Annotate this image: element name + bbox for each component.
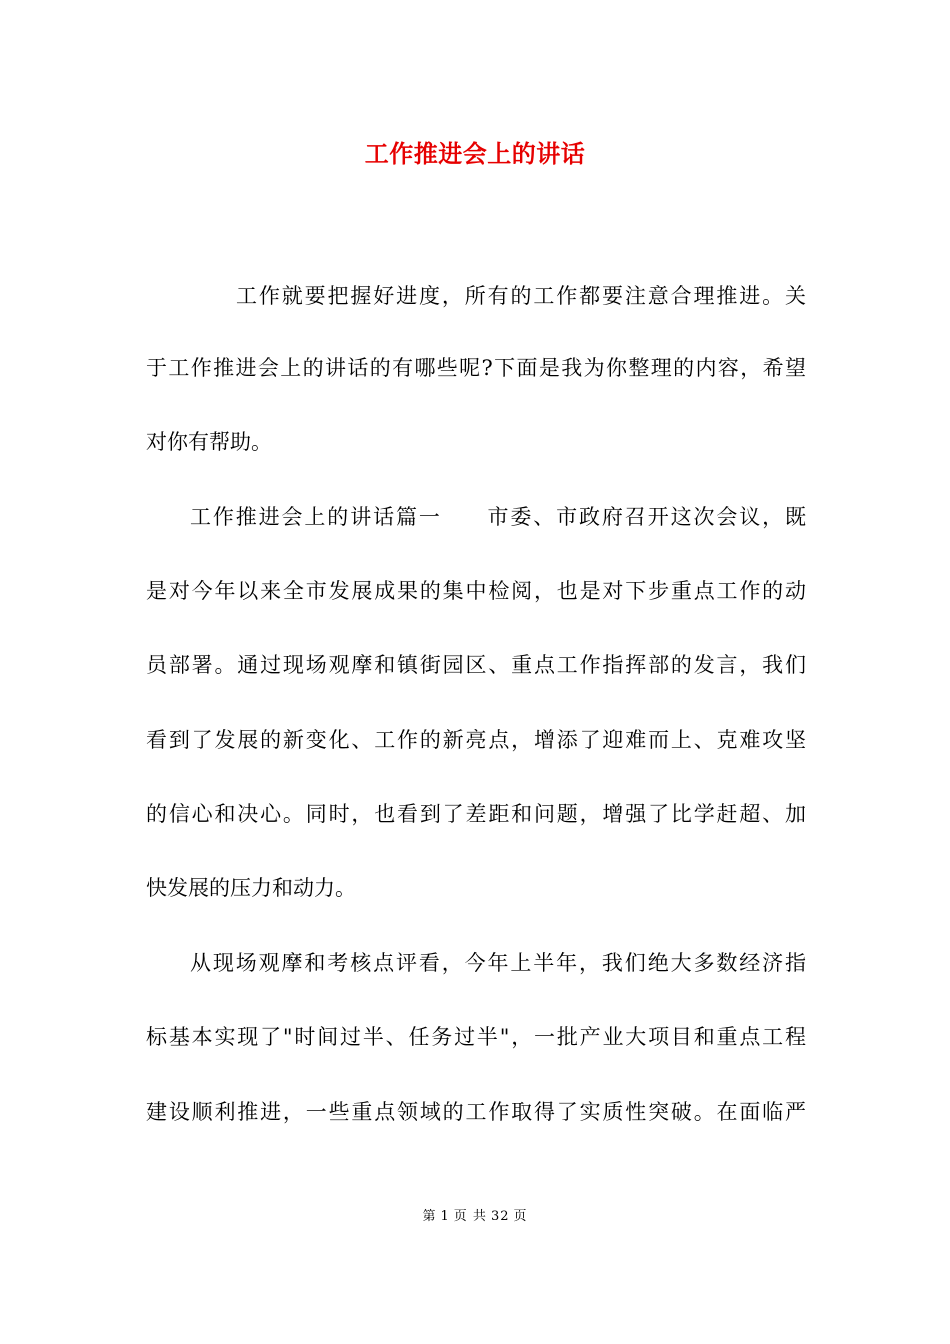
text-line-9: 快发展的压力和动力。: [146, 876, 356, 900]
text-line-3: 对你有帮助。: [146, 430, 272, 454]
text-line-1: 工作就要把握好进度，所有的工作都要注意合理推进。关: [236, 284, 806, 308]
text-line-12: 建设顺利推进，一些重点领域的工作取得了实质性突破。在面临严: [146, 1100, 806, 1124]
footer-page-number: 1: [440, 1209, 450, 1224]
text-line-11: 标基本实现了"时间过半、任务过半"，一批产业大项目和重点工程: [146, 1025, 806, 1049]
text-line-4: 工作推进会上的讲话篇一 市委、市政府召开这次会议，既: [190, 505, 806, 529]
footer-middle: 页 共: [453, 1209, 487, 1224]
footer-suffix: 页: [513, 1209, 528, 1224]
footer-prefix: 第: [422, 1209, 437, 1224]
text-line-6: 员部署。通过现场观摩和镇街园区、重点工作指挥部的发言，我们: [146, 653, 806, 677]
text-line-8: 的信心和决心。同时，也看到了差距和问题，增强了比学赶超、加: [146, 802, 806, 826]
page-footer: [0, 1207, 950, 1227]
text-line-2: 于工作推进会上的讲话的有哪些呢?下面是我为你整理的内容，希望: [146, 356, 806, 380]
text-line-5: 是对今年以来全市发展成果的集中检阅，也是对下步重点工作的动: [146, 579, 806, 603]
document-title: 工作推进会上的讲话: [364, 139, 586, 168]
text-line-7: 看到了发展的新变化、工作的新亮点，增添了迎难而上、克难攻坚: [146, 728, 806, 752]
text-line-10: 从现场观摩和考核点评看，今年上半年，我们绝大多数经济指: [190, 951, 806, 975]
footer-total-pages: 32: [490, 1209, 510, 1224]
